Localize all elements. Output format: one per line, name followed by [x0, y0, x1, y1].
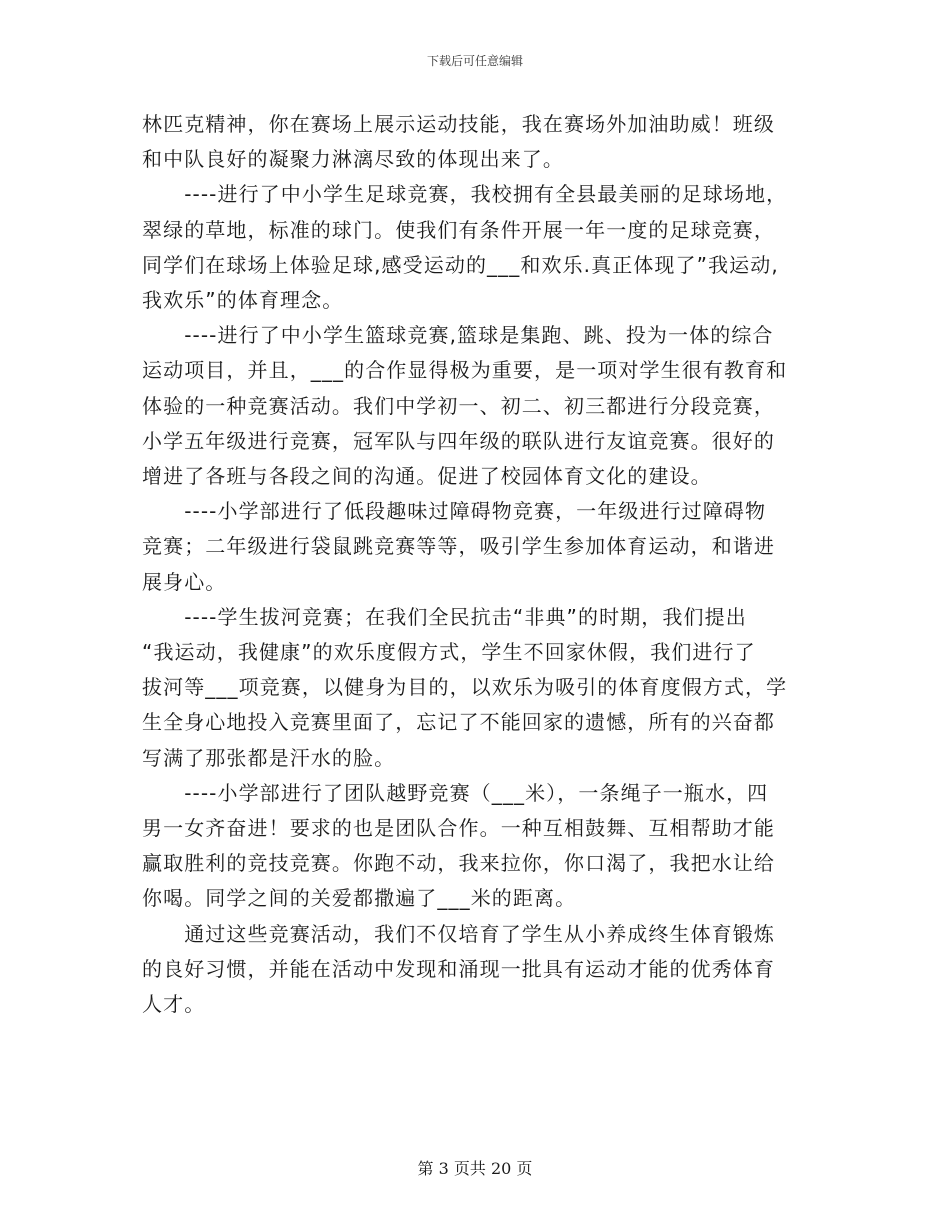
text-line: 竞赛；二年级进行袋鼠跳竞赛等等，吸引学生参加体育运动，和谐进: [142, 534, 775, 559]
paragraph: [142, 776, 810, 917]
page-footer: 第 3 页共 20 页: [417, 1159, 533, 1178]
text-line: 体验的一种竞赛活动。我们中学初一、初二、初三都进行分段竞赛，: [142, 393, 775, 418]
text-line: ----小学部进行了低段趣味过障碍物竞赛，一年级进行过障碍物: [142, 499, 767, 524]
paragraph: [142, 107, 810, 177]
text-line: ----小学部进行了团队越野竞赛（___米），一条绳子一瓶水，四: [142, 780, 769, 805]
text-line: 增进了各班与各段之间的沟通。促进了校园体育文化的建设。: [142, 464, 712, 489]
text-line: 写满了那张都是汗水的脸。: [142, 745, 396, 770]
text-line: 翠绿的草地，标准的球门。使我们有条件开展一年一度的足球竞赛，: [142, 217, 775, 242]
text-line: “我运动，我健康”的欢乐度假方式，学生不回家休假，我们进行了: [142, 640, 756, 665]
text-line: 林匹克精神，你在赛场上展示运动技能，我在赛场外加油助威！班级: [142, 112, 775, 136]
text-line: 生全身心地投入竞赛里面了，忘记了不能回家的遗憾，所有的兴奋都: [142, 710, 775, 735]
text-line: 男一女齐奋进！要求的也是团队合作。一种互相鼓舞、互相帮助才能: [142, 816, 775, 841]
page-header: 下载后可任意编辑: [426, 54, 523, 68]
text-line: 我欢乐”的体育理念。: [142, 288, 344, 313]
text-line: 运动项目，并且，___的合作显得极为重要，是一项对学生很有教育和: [142, 358, 788, 383]
text-line: 你喝。同学之间的关爱都撒遍了___米的距离。: [142, 886, 577, 911]
text-line: 展身心。: [142, 569, 227, 594]
document-body: [142, 107, 810, 1022]
paragraph: [142, 177, 810, 318]
paragraph: [142, 917, 810, 1023]
text-line: ----进行了中小学生篮球竞赛,篮球是集跑、跳、投为一体的综合: [142, 323, 774, 348]
paragraph: [142, 318, 810, 494]
text-line: 的良好习惯，并能在活动中发现和涌现一批具有运动才能的优秀体育: [142, 956, 775, 981]
text-line: ----进行了中小学生足球竞赛，我校拥有全县最美丽的足球场地，: [142, 182, 788, 207]
text-line: 拔河等___项竞赛，以健身为目的，以欢乐为吸引的体育度假方式，学: [142, 675, 788, 700]
paragraph: [142, 600, 810, 776]
text-line: 和中队良好的凝聚力淋漓尽致的体现出来了。: [142, 147, 564, 172]
text-line: ----学生拔河竞赛；在我们全民抗击“非典”的时期，我们提出: [142, 604, 747, 629]
text-line: 小学五年级进行竞赛，冠军队与四年级的联队进行友谊竞赛。很好的: [142, 428, 775, 453]
text-line: 赢取胜利的竞技竞赛。你跑不动，我来拉你，你口渴了，我把水让给: [142, 851, 775, 876]
text-line: 通过这些竞赛活动，我们不仅培育了学生从小养成终生体育锻炼: [142, 921, 775, 946]
text-line: 同学们在球场上体验足球,感受运动的___和欢乐.真正体现了”我运动,: [142, 252, 779, 277]
paragraph: [142, 494, 810, 600]
text-line: 人才。: [142, 992, 206, 1017]
